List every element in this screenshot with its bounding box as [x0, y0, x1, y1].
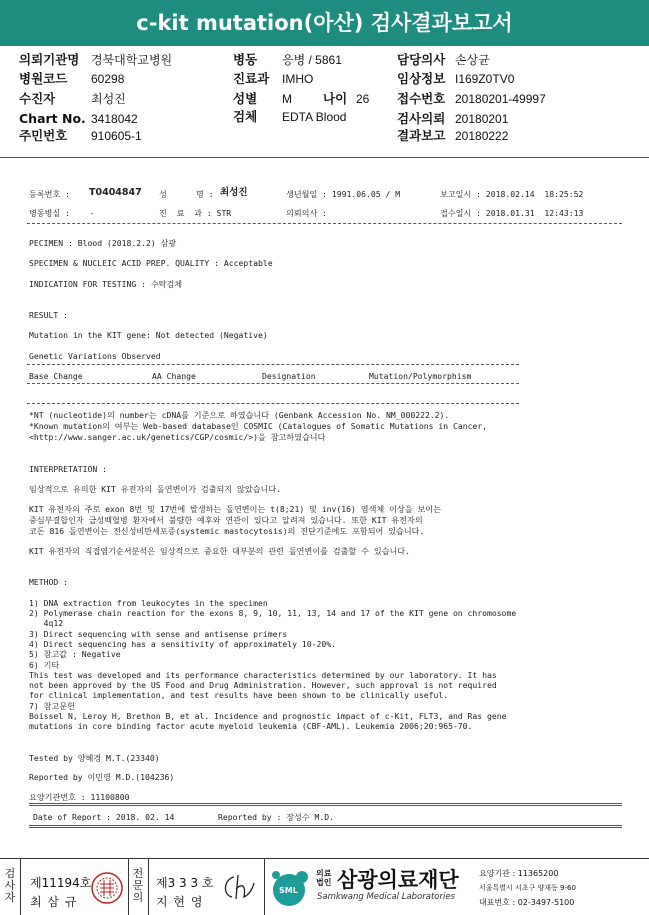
specialist-name: 지 현 영	[156, 895, 204, 909]
resident-no-value: 910605-1	[91, 129, 142, 143]
receipt-date: 접수일시 : 2018.01.31 12:43:13	[440, 208, 584, 218]
request-date-value: 20180201	[455, 112, 509, 126]
contact-1: 요양기관 : 11365200	[479, 869, 559, 878]
interp-heading: INTERPRETATION :	[29, 464, 107, 474]
footer-divider	[20, 859, 21, 915]
contact-2: 서울특별시 서초구 양재동 9-60	[479, 884, 576, 892]
patient-value: 최성진	[91, 92, 126, 106]
signature-icon	[218, 871, 258, 905]
report-body	[0, 158, 649, 858]
method-heading: METHOD :	[29, 577, 68, 587]
table-header-rule	[27, 383, 519, 384]
age-label: 나이	[323, 91, 348, 106]
method-3: 4q12	[29, 618, 64, 628]
col-base-change: Base Change	[29, 371, 83, 381]
dept: 진 료 과 : STR	[159, 208, 232, 218]
final-rule-top	[29, 803, 622, 806]
reg-no-value: T0404847	[89, 187, 142, 198]
department-value: IMHO	[282, 72, 314, 86]
ward-label: 병동	[233, 52, 258, 67]
result-text: Mutation in the KIT gene: Not detected (Negative)	[29, 330, 268, 340]
method-8: This test was developed and its performance characteristics determined by our laboratory. It has	[29, 670, 497, 680]
final-rule-bottom	[29, 825, 622, 828]
note-2: *Known mutation의 여부는 Web-based database인 COSMIC (Catalogues of Somatic Mutations in Cancer,	[29, 421, 488, 431]
method-5: 4) Direct sequencing has a sensitivity of approximately 10-20%.	[29, 639, 336, 649]
method-11: 7) 참고문헌	[29, 701, 75, 711]
specimen-value: EDTA Blood	[282, 110, 347, 124]
table-top-rule	[27, 364, 519, 365]
org-en: Samkwang Medical Laboratories	[317, 892, 456, 902]
quality-line: SPECIMEN & NUCLEIC ACID PREP. QUALITY : Acceptable	[29, 258, 273, 268]
hospital-code-label: 병원코드	[19, 71, 68, 86]
col-aa-change: AA Change	[152, 371, 196, 381]
ref-doctor: 의뢰의사 :	[286, 208, 328, 218]
examiner-no: 제11194호	[30, 876, 92, 890]
examiner-seal-icon	[90, 871, 124, 905]
date-of-report: Date of Report : 2018. 02. 14	[33, 812, 175, 822]
receipt-no-label: 접수번호	[397, 91, 446, 106]
ward-room: 병동병실 : -	[29, 208, 95, 218]
footer-divider	[128, 859, 129, 915]
report-date: 보고일시 : 2018.02.14 18:25:52	[440, 189, 584, 199]
footer-divider	[148, 859, 149, 915]
request-date-label: 검사의뢰	[397, 111, 446, 126]
resident-no-label: 주민번호	[19, 128, 68, 143]
doctor-label: 담당의사	[397, 52, 446, 67]
hospital-name-label: 의뢰기관명	[19, 52, 80, 67]
table-bottom-rule	[27, 403, 519, 404]
interp-4: 코돈 816 돌연변이는 전신성비만세포증(systemic mastocytosis)의 진단기준에도 포함되어 있습니다.	[29, 526, 425, 536]
col-designation: Designation	[262, 371, 316, 381]
patient-label: 수진자	[19, 91, 56, 106]
clinical-info-value: I169Z0TV0	[455, 72, 515, 86]
note-3: <http://www.sanger.ac.uk/genetics/CGP/cosmic/>)을 참고하였습니다	[29, 432, 326, 442]
interp-5: KIT 유전자의 직접염기순서분석은 임상적으로 중요한 대부분의 관련 돌연변이를 검출할 수 있습니다.	[29, 546, 410, 556]
org-prefix-1: 의료	[316, 869, 332, 878]
examiner-name: 최 삼 규	[30, 895, 78, 909]
reported-by: Reported by 이민영 M.D.(104236)	[29, 772, 175, 782]
specimen-label: 검체	[233, 109, 258, 124]
footer-divider	[264, 859, 265, 915]
interp-3: 중심부결합인자 급성백혈병 환자에서 불량한 예후와 연관이 있다고 알려져 있습니다. 또한 KIT 유전자의	[29, 515, 423, 525]
ward-value: 응병 / 5861	[282, 53, 342, 67]
contact-3: 대표번호 : 02-3497-5100	[479, 898, 575, 907]
tested-by: Tested by 양혜경 M.T.(23340)	[29, 753, 160, 763]
variations-heading: Genetic Variations Observed	[29, 351, 161, 361]
method-2: 2) Polymerase chain reaction for the exons 8, 9, 10, 11, 13, 14 and 17 of the KIT gene on chromosome	[29, 608, 517, 618]
specialist-no: 제3 3 3 호	[156, 876, 214, 890]
sex-label: 성별	[233, 91, 258, 106]
chart-no-value: 3418042	[91, 112, 138, 126]
method-7: 6) 기타	[29, 660, 60, 670]
hospital-name-value: 경북대학교병원	[91, 53, 173, 67]
specialist-vchar: 전	[132, 867, 144, 880]
logo-text: SML	[279, 886, 298, 895]
method-12: Boissel N, Leroy H, Brethon B, et al. Incidence and prognostic impact of c-Kit, FLT3, and Ras gene	[29, 711, 507, 721]
reg-no-label: 등록번호 :	[29, 189, 71, 199]
name-value: 최성진	[220, 187, 248, 198]
chart-no-label: Chart No.	[19, 111, 86, 126]
result-date-label: 결과보고	[397, 128, 446, 143]
specialist-vchar: 의	[132, 891, 144, 904]
method-10: for clinical implementation, and test results have been shown to be clinically useful.	[29, 690, 449, 700]
name-label: 성 명 :	[159, 189, 214, 199]
note-1: *NT (nucleotide)의 number는 cDNA를 기준으로 하였습니다 (Genbank Accession No. NM_000222.2).	[29, 410, 450, 420]
footer	[0, 858, 649, 915]
specimen-line: PECIMEN : Blood (2018.2.2) 삼광	[29, 238, 177, 248]
examiner-vlabel	[3, 868, 17, 904]
examiner-vchar: 검	[4, 867, 16, 880]
doctor-value: 손상균	[455, 53, 490, 67]
specialist-vlabel	[131, 868, 145, 904]
report-by-2: Reported by : 장성수 M.D.	[218, 812, 335, 822]
clinical-info-label: 임상정보	[397, 71, 446, 86]
indication-line: INDICATION FOR TESTING : 수탁검체	[29, 279, 183, 289]
org-name: 삼광의료재단	[337, 868, 459, 892]
age-value: 26	[356, 92, 370, 106]
department-label: 진료과	[233, 71, 270, 86]
specialist-vchar: 문	[132, 879, 144, 892]
examiner-vchar: 자	[4, 891, 16, 904]
method-4: 3) Direct sequencing with sense and antisense primers	[29, 629, 288, 639]
result-date-value: 20180222	[455, 129, 509, 143]
org-prefix-2: 법인	[316, 878, 332, 887]
sex-value: M	[282, 92, 292, 106]
patient-header	[0, 46, 649, 156]
interp-2: KIT 유전자의 주로 exon 8번 및 17번에 발생하는 돌연변이는 t(8;21) 및 inv(16) 염색체 이상을 보이는	[29, 504, 441, 514]
receipt-no-value: 20180201-49997	[455, 92, 546, 106]
hospital-code-value: 60298	[91, 72, 125, 86]
col-mutation: Mutation/Polymorphism	[369, 371, 472, 381]
method-13: mutations in core binding factor acute myeloid leukemia (CBF-AML). Leukemia 2006;20:965-70.	[29, 721, 473, 731]
result-heading: RESULT :	[29, 310, 68, 320]
examiner-vchar: 사	[4, 879, 16, 892]
dob-label: 생년월일 : 1991.06.05 / M	[286, 189, 401, 199]
method-1: 1) DNA extraction from leukocytes in the specimen	[29, 598, 268, 608]
method-6: 5) 참고값 : Negative	[29, 649, 121, 659]
info-divider	[27, 223, 622, 224]
interp-1: 임상적으로 유의한 KIT 유전자의 돌연변이가 검출되지 않았습니다.	[29, 484, 282, 494]
report-title: c-kit mutation(아산) 검사결과보고서	[0, 0, 649, 46]
method-9: not been approved by the US Food and Drug Administration. However, such approval is not required	[29, 680, 497, 690]
org-prefix	[316, 869, 331, 887]
care-institution-no: 요양기관번호 : 11100800	[29, 792, 130, 802]
